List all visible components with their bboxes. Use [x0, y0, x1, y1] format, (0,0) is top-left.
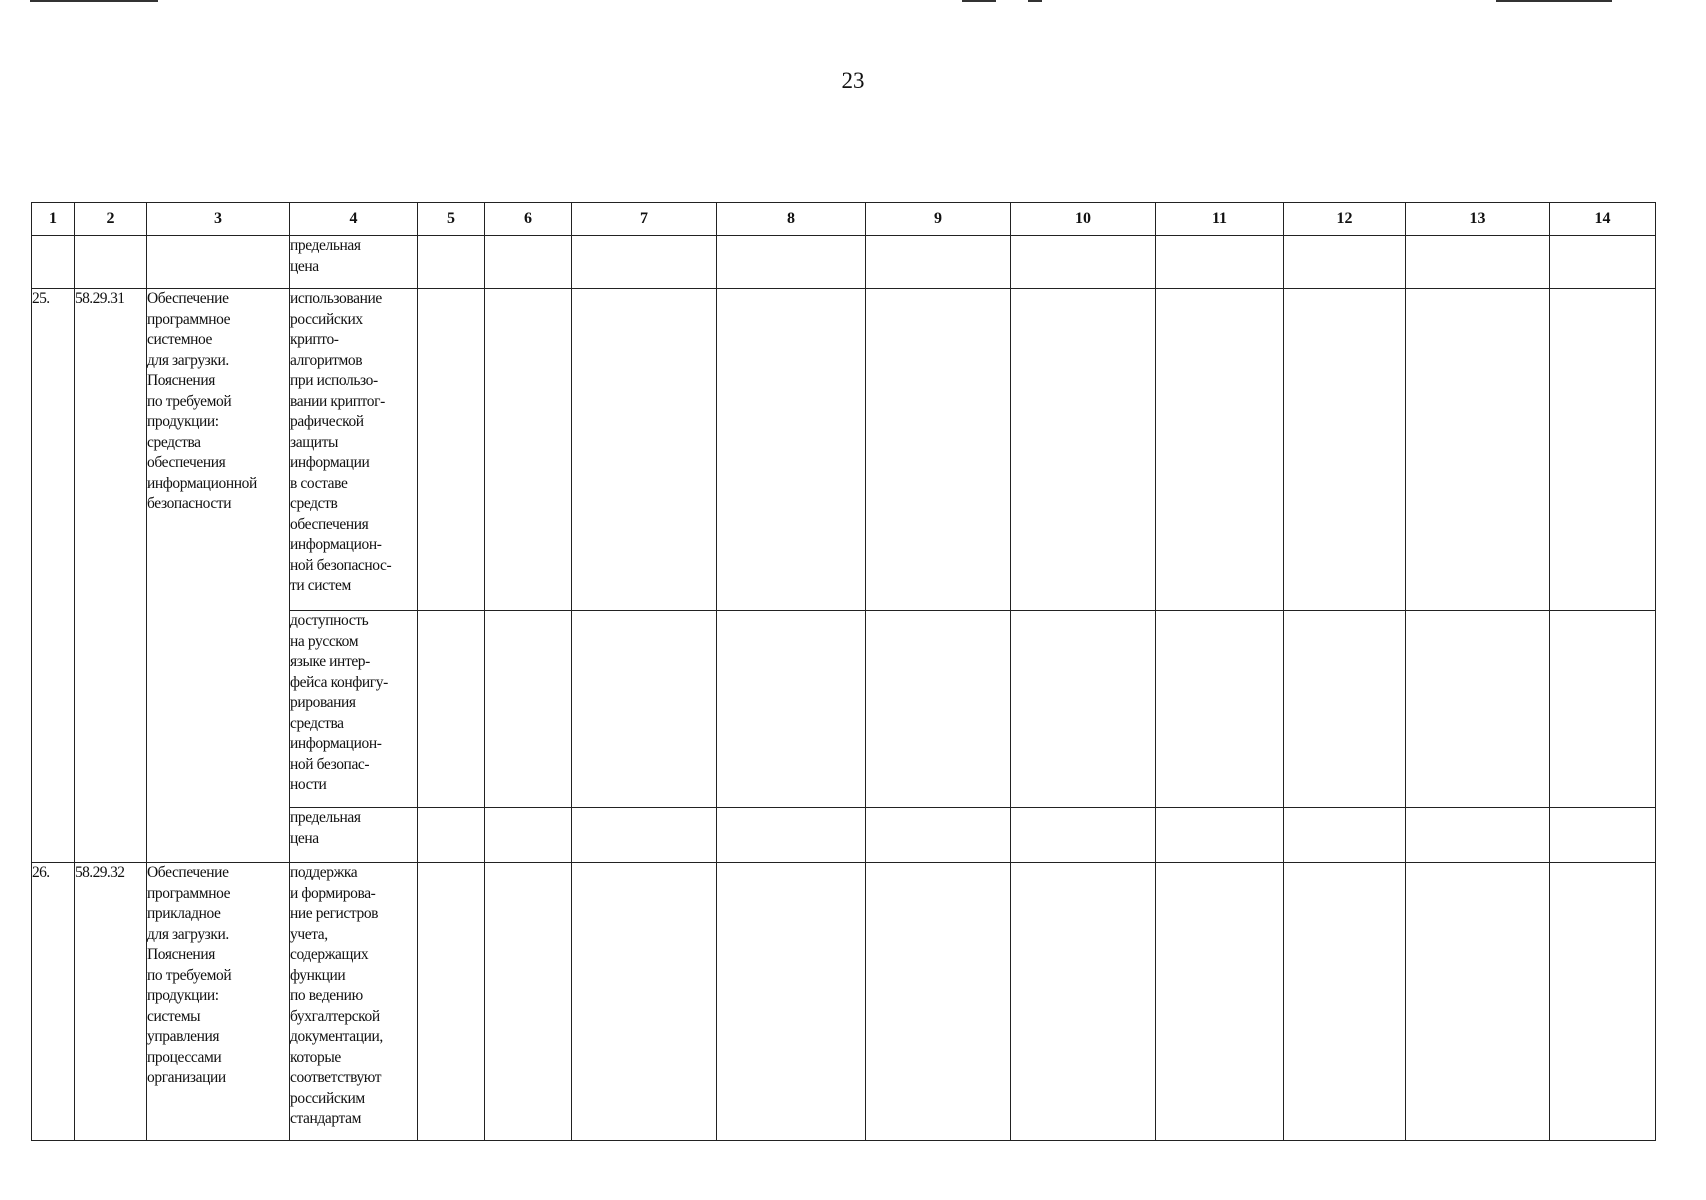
characteristic-line: цена	[290, 829, 319, 847]
characteristic-line: при использо-	[290, 372, 378, 389]
product-name-line: Обеспечение	[147, 290, 229, 307]
product-name-line: системное	[147, 331, 213, 348]
characteristic-line: обеспечения	[290, 515, 369, 533]
empty-cell	[866, 236, 1011, 289]
characteristic-line: фейса конфигу-	[290, 673, 388, 691]
characteristic-line: в составе	[290, 474, 348, 492]
empty-cell	[1011, 808, 1156, 863]
empty-cell	[572, 611, 717, 808]
characteristic-cell	[290, 863, 418, 1141]
product-name-line: для загрузки.	[147, 925, 229, 943]
characteristic-line: информацион-	[290, 735, 382, 752]
column-header: 5	[418, 203, 485, 236]
characteristic-line: учета,	[290, 925, 328, 943]
product-name-cell	[147, 289, 290, 863]
characteristic-line: цена	[290, 257, 319, 275]
empty-cell	[418, 611, 485, 808]
product-name-line: продукции:	[147, 413, 219, 430]
characteristic-line: документации,	[290, 1028, 383, 1045]
characteristic-line: ности	[290, 776, 327, 793]
characteristic-line: соответствуют	[290, 1069, 382, 1086]
characteristic-line: информацион-	[290, 536, 382, 553]
empty-cell	[1156, 808, 1284, 863]
table-row	[32, 863, 1656, 1141]
empty-cell	[1156, 611, 1284, 808]
index-cell	[32, 236, 75, 289]
column-header: 6	[485, 203, 572, 236]
product-name-line: организации	[147, 1069, 226, 1086]
characteristic-line: средства	[290, 714, 344, 732]
product-name-line: программное	[147, 884, 231, 902]
empty-cell	[1406, 863, 1550, 1141]
product-name-line: средства	[147, 433, 201, 451]
product-name-line: по требуемой	[147, 392, 232, 410]
product-name-line: Пояснения	[147, 946, 215, 963]
characteristic-line: ной безопас-	[290, 755, 370, 773]
column-header: 4	[290, 203, 418, 236]
product-name-line: безопасности	[147, 495, 232, 512]
characteristic-line: языке интер-	[290, 653, 370, 670]
empty-cell	[572, 289, 717, 611]
empty-cell	[1011, 863, 1156, 1141]
characteristic-line: ной безопаснос-	[290, 556, 392, 574]
table-row	[32, 236, 1656, 289]
empty-cell	[717, 289, 866, 611]
empty-cell	[418, 808, 485, 863]
empty-cell	[1550, 289, 1656, 611]
code-cell: 58.29.31	[75, 289, 147, 863]
characteristic-line: рирования	[290, 694, 356, 711]
empty-cell	[1550, 236, 1656, 289]
column-header: 2	[75, 203, 147, 236]
characteristic-line: функции	[290, 966, 346, 984]
empty-cell	[1406, 808, 1550, 863]
empty-cell	[1284, 611, 1406, 808]
column-header: 8	[717, 203, 866, 236]
empty-cell	[717, 808, 866, 863]
empty-cell	[1284, 236, 1406, 289]
code-cell	[75, 236, 147, 289]
characteristic-line: бухгалтерской	[290, 1007, 380, 1025]
characteristic-line: стандартам	[290, 1110, 361, 1127]
column-header-row	[32, 203, 1656, 236]
empty-cell	[866, 289, 1011, 611]
scan-edge-line	[1496, 0, 1612, 2]
empty-cell	[572, 236, 717, 289]
empty-cell	[1406, 611, 1550, 808]
characteristic-cell	[290, 808, 418, 863]
empty-cell	[1156, 289, 1284, 611]
characteristic-line: предельная	[290, 237, 361, 254]
characteristic-line: ние регистров	[290, 905, 379, 922]
code-cell: 58.29.32	[75, 863, 147, 1141]
characteristic-line: крипто-	[290, 331, 339, 348]
empty-cell	[572, 863, 717, 1141]
empty-cell	[1406, 236, 1550, 289]
characteristic-cell	[290, 611, 418, 808]
product-name-line: по требуемой	[147, 966, 232, 984]
column-header: 12	[1284, 203, 1406, 236]
column-header: 1	[32, 203, 75, 236]
product-name-cell	[147, 236, 290, 289]
column-header: 7	[572, 203, 717, 236]
characteristic-line: содержащих	[290, 946, 369, 963]
product-name-line: программное	[147, 310, 231, 328]
characteristic-line: использование	[290, 290, 382, 307]
characteristic-line: на русском	[290, 632, 359, 650]
characteristic-line: рафической	[290, 413, 364, 430]
empty-cell	[717, 863, 866, 1141]
product-name-line: системы	[147, 1007, 201, 1025]
column-header: 14	[1550, 203, 1656, 236]
empty-cell	[717, 236, 866, 289]
empty-cell	[1284, 863, 1406, 1141]
characteristic-line: доступность	[290, 612, 369, 629]
index-cell: 25.	[32, 289, 75, 863]
empty-cell	[717, 611, 866, 808]
product-name-line: Пояснения	[147, 372, 215, 389]
empty-cell	[1156, 863, 1284, 1141]
column-header: 10	[1011, 203, 1156, 236]
empty-cell	[866, 611, 1011, 808]
scan-edge-line	[1028, 0, 1042, 2]
characteristic-line: вании криптог-	[290, 392, 385, 410]
characteristic-line: российских	[290, 310, 363, 328]
empty-cell	[485, 808, 572, 863]
page-number: 23	[841, 68, 865, 93]
product-name-line: процессами	[147, 1048, 222, 1066]
characteristic-line: защиты	[290, 433, 339, 451]
product-name-line: продукции:	[147, 987, 219, 1004]
empty-cell	[866, 863, 1011, 1141]
characteristic-cell	[290, 236, 418, 289]
product-name-line: управления	[147, 1028, 220, 1045]
column-header: 9	[866, 203, 1011, 236]
product-name-line: информационной	[147, 474, 257, 492]
empty-cell	[418, 863, 485, 1141]
empty-cell	[1156, 236, 1284, 289]
empty-cell	[572, 808, 717, 863]
characteristic-line: информации	[290, 454, 370, 471]
table-row	[32, 289, 1656, 611]
characteristic-line: которые	[290, 1048, 341, 1066]
empty-cell	[1011, 236, 1156, 289]
characteristic-line: предельная	[290, 809, 361, 826]
column-header: 13	[1406, 203, 1550, 236]
characteristic-line: и формирова-	[290, 884, 376, 902]
empty-cell	[485, 289, 572, 611]
characteristic-cell	[290, 289, 418, 611]
empty-cell	[1011, 289, 1156, 611]
empty-cell	[866, 808, 1011, 863]
empty-cell	[485, 236, 572, 289]
scan-edge-line	[30, 0, 158, 2]
data-table	[31, 202, 1656, 1141]
product-name-cell	[147, 863, 290, 1141]
empty-cell	[1011, 611, 1156, 808]
empty-cell	[418, 236, 485, 289]
empty-cell	[1550, 808, 1656, 863]
scan-edge-line	[962, 0, 996, 2]
column-header: 11	[1156, 203, 1284, 236]
empty-cell	[1284, 808, 1406, 863]
characteristic-line: поддержка	[290, 864, 358, 881]
empty-cell	[418, 289, 485, 611]
empty-cell	[1550, 863, 1656, 1141]
product-name-line: для загрузки.	[147, 351, 229, 369]
empty-cell	[1406, 289, 1550, 611]
column-header: 3	[147, 203, 290, 236]
product-name-line: Обеспечение	[147, 864, 229, 881]
empty-cell	[485, 611, 572, 808]
index-cell: 26.	[32, 863, 75, 1141]
characteristic-line: российским	[290, 1089, 365, 1107]
characteristic-line: алгоритмов	[290, 351, 363, 369]
characteristic-line: по ведению	[290, 987, 363, 1004]
product-name-line: прикладное	[147, 905, 221, 922]
empty-cell	[485, 863, 572, 1141]
empty-cell	[1550, 611, 1656, 808]
characteristic-line: ти систем	[290, 577, 351, 594]
characteristic-line: средств	[290, 495, 338, 512]
product-name-line: обеспечения	[147, 454, 226, 471]
empty-cell	[1284, 289, 1406, 611]
